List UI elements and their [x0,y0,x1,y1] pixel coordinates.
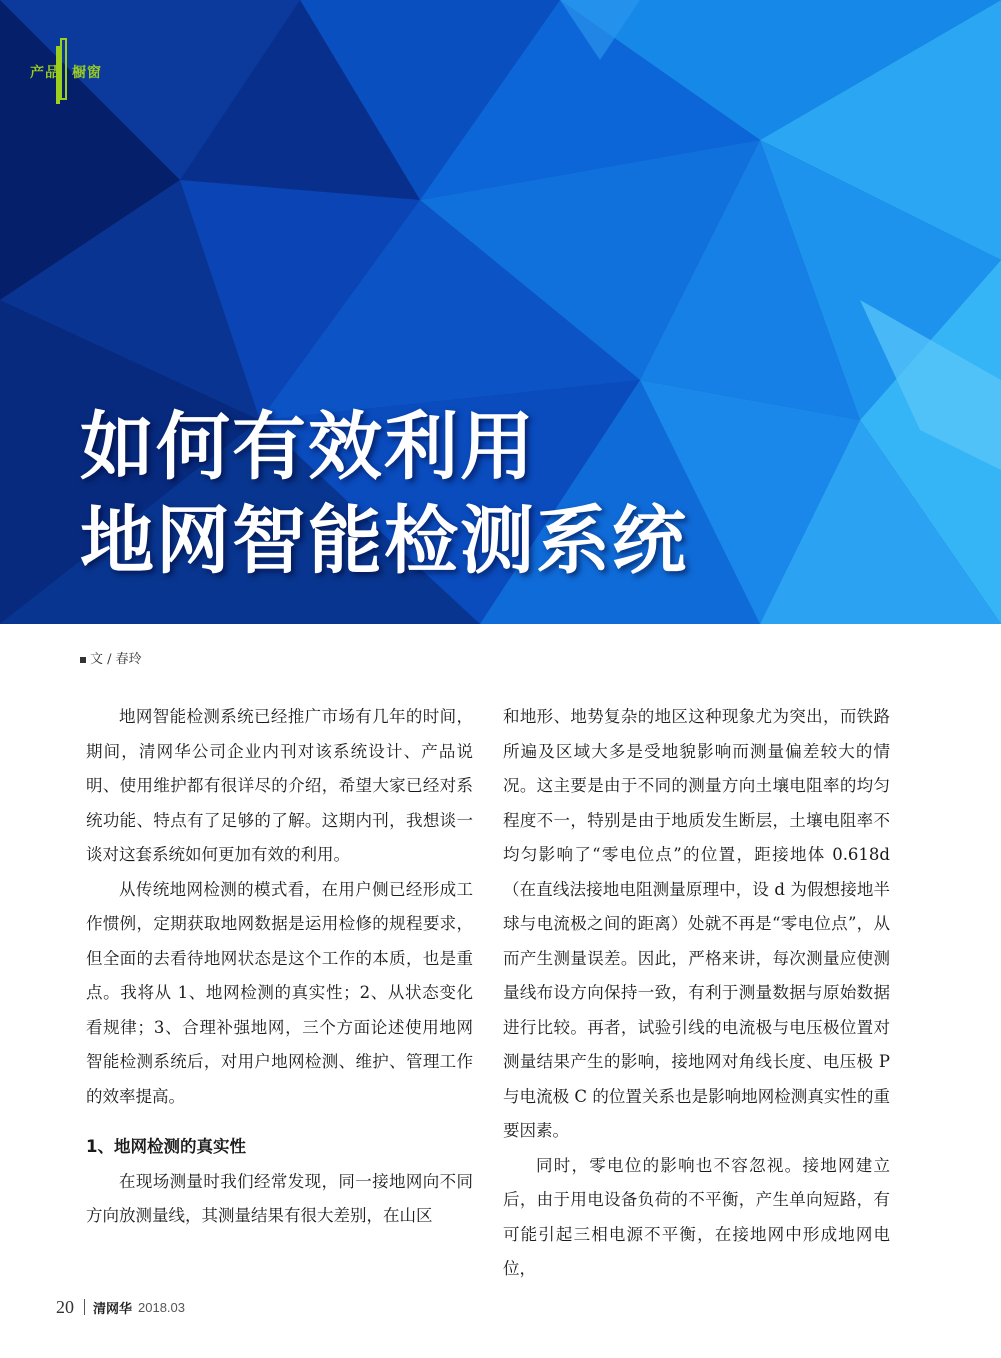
right-column [503,700,890,1287]
paragraph: 在现场测量时我们经常发现，同一接地网向不同方向放测量线，其测量结果有很大差别，在山区 [86,1171,473,1225]
byline-text: 文 / 春玲 [90,652,142,667]
byline [80,648,142,667]
article-title-line-1: 如何有效利用 [80,404,536,490]
section-tag-bracket [60,38,67,100]
article-title [80,400,688,588]
hero-banner [0,0,1001,624]
section-tag-right: 橱窗 [72,65,102,81]
section-tag [30,38,120,108]
article-title-line-2: 地网智能检测系统 [80,498,688,584]
section-tag-left: 产品 [30,65,60,81]
paragraph: 从传统地网检测的模式看，在用户侧已经形成工作惯例，定期获取地网数据是运用检修的规程要求，但全面的去看待地网状态是这个工作的本质，也是重点。我将从 1、地网检测的真实性；2、从状态变化看规律；3、合理补强地网，三个方面论述使用地网智能检测系统后，对用户地网检测、维护、管理工作的效率提高。 [86,879,473,1106]
issue-date: 2018.03 [138,1299,186,1315]
paragraph: 和地形、地势复杂的地区这种现象尤为突出，而铁路所遍及区域大多是受地貌影响而测量偏差较大的情况。这主要是由于不同的测量方向土壤电阻率的均匀程度不一，特别是由于地质发生断层，土壤电阻率不均匀影响了“零电位点”的位置，距接地体 0.618d（在直线法接地电阻测量原理中，设 d 为假想接地半球与电流极之间的距离）处就不再是“零电位点”，从而产生测量误差。因此，严格来讲，每次测量应使测量线布设方向保持一致，有利于测量数据与原始数据进行比较。再者，试验引线的电流极与电压极位置对测量结果产生的影响，接地网对角线长度、电压极 P 与电流极 C 的位置关系也是影响地网检测真实性的重要因素。 [503,707,890,1140]
paragraph: 同时，零电位的影响也不容忽视。接地网建立后，由于用电设备负荷的不平衡，产生单向短路，有可能引起三相电源不平衡，在接地网中形成地网电位， [503,1155,890,1278]
magazine-name: 清网华 [93,1301,133,1317]
page-footer [56,1295,185,1319]
footer-divider [84,1299,85,1315]
bullet-square-icon [80,657,86,663]
page-number: 20 [56,1296,74,1317]
paragraph: 地网智能检测系统已经推广市场有几年的时间，期间，清网华公司企业内刊对该系统设计、产品说明、使用维护都有很详尽的介绍，希望大家已经对系统功能、特点有了足够的了解。这期内刊，我想谈一谈对这套系统如何更加有效的利用。 [86,707,473,864]
section-heading: 1、地网检测的真实性 [86,1137,246,1156]
left-column [86,700,473,1234]
